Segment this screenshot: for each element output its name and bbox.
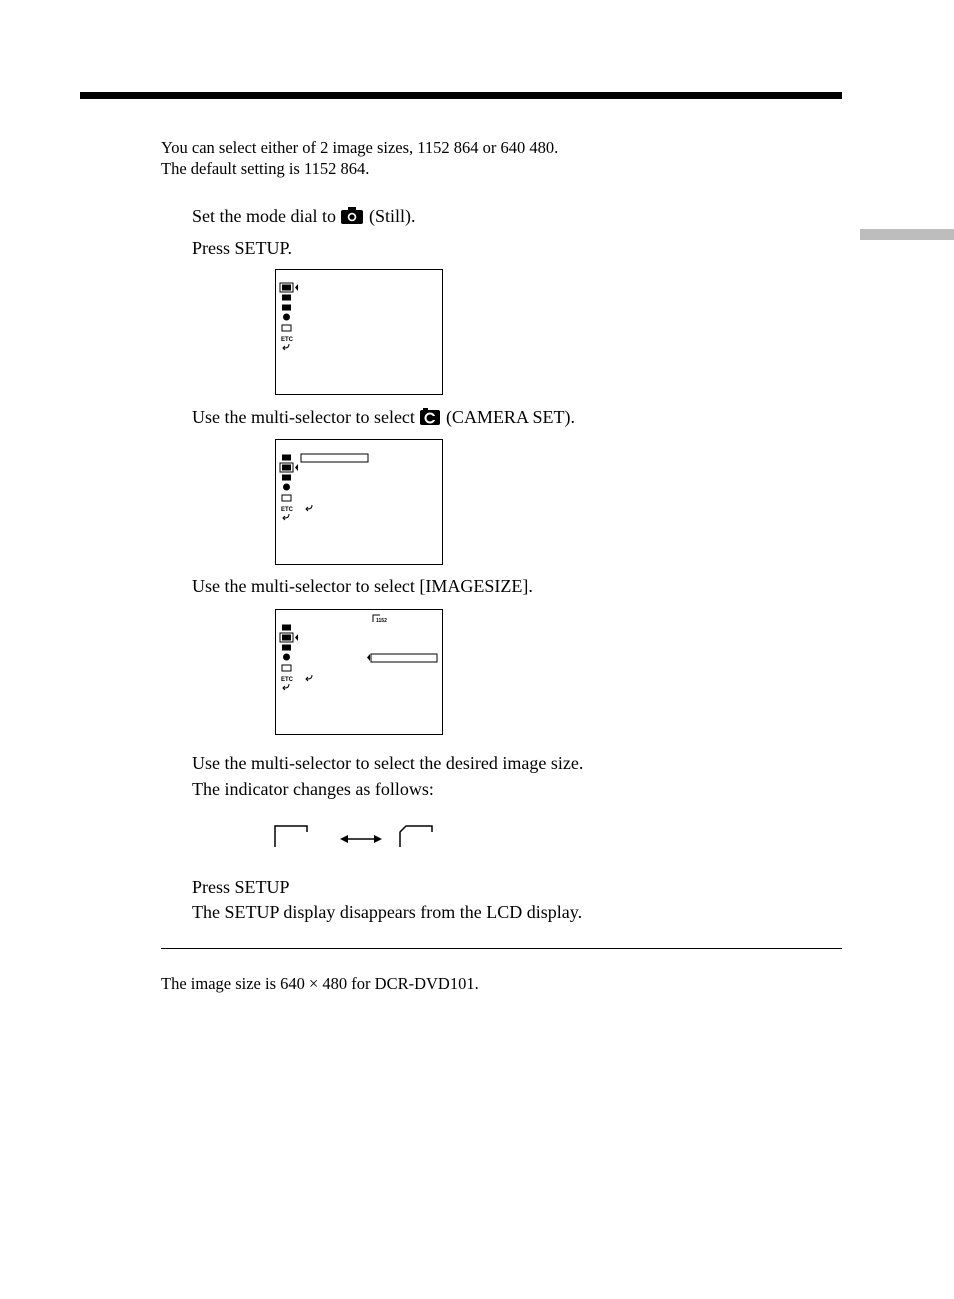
step-3-camera-set: (CAMERA SET). [445, 407, 575, 427]
step-1-still: (Still). [368, 206, 416, 226]
camera-set-icon [419, 408, 441, 432]
step-1-text: Set the mode dial to [192, 206, 336, 226]
section-tab [860, 229, 954, 240]
header-rule [80, 92, 842, 99]
size-indicator-icon [400, 826, 432, 847]
step-6-note: The SETUP display disappears from the LCD display. [192, 902, 583, 922]
intro-line-2: The default setting is 1152 864. [161, 159, 370, 178]
size-indicator-label: 1152 [376, 618, 387, 624]
step-5: Use the multi-selector to select the desired image size. [192, 753, 584, 773]
still-camera-icon [340, 206, 364, 231]
size-indicator-icon [275, 826, 307, 847]
setup-menu-icons [276, 270, 442, 394]
camera-set-menu [276, 440, 442, 564]
step-6: Press SETUP [192, 877, 290, 897]
step-3 [192, 405, 575, 432]
setup-screen-1 [275, 269, 443, 395]
step-3-text: Use the multi-selector to select [192, 407, 415, 427]
indicator-sequence [274, 824, 434, 848]
etc-icon: ETC [281, 507, 293, 513]
etc-icon: ETC [281, 337, 293, 343]
etc-icon: ETC [281, 677, 293, 683]
step-4: Use the multi-selector to select [IMAGESIZE]. [192, 576, 533, 596]
note-rule [161, 948, 842, 949]
double-arrow-icon [340, 835, 382, 843]
intro-line-1: You can select either of 2 image sizes, 1152 864 or 640 480. [161, 138, 559, 157]
setup-screen-3 [275, 609, 443, 735]
step-5-note: The indicator changes as follows: [192, 779, 434, 799]
step-2: Press SETUP. [192, 238, 293, 258]
step-1 [192, 204, 416, 231]
setup-screen-2 [275, 439, 443, 565]
note-text: The image size is 640 × 480 for DCR-DVD101. [161, 974, 479, 993]
imagesize-menu [276, 610, 442, 734]
